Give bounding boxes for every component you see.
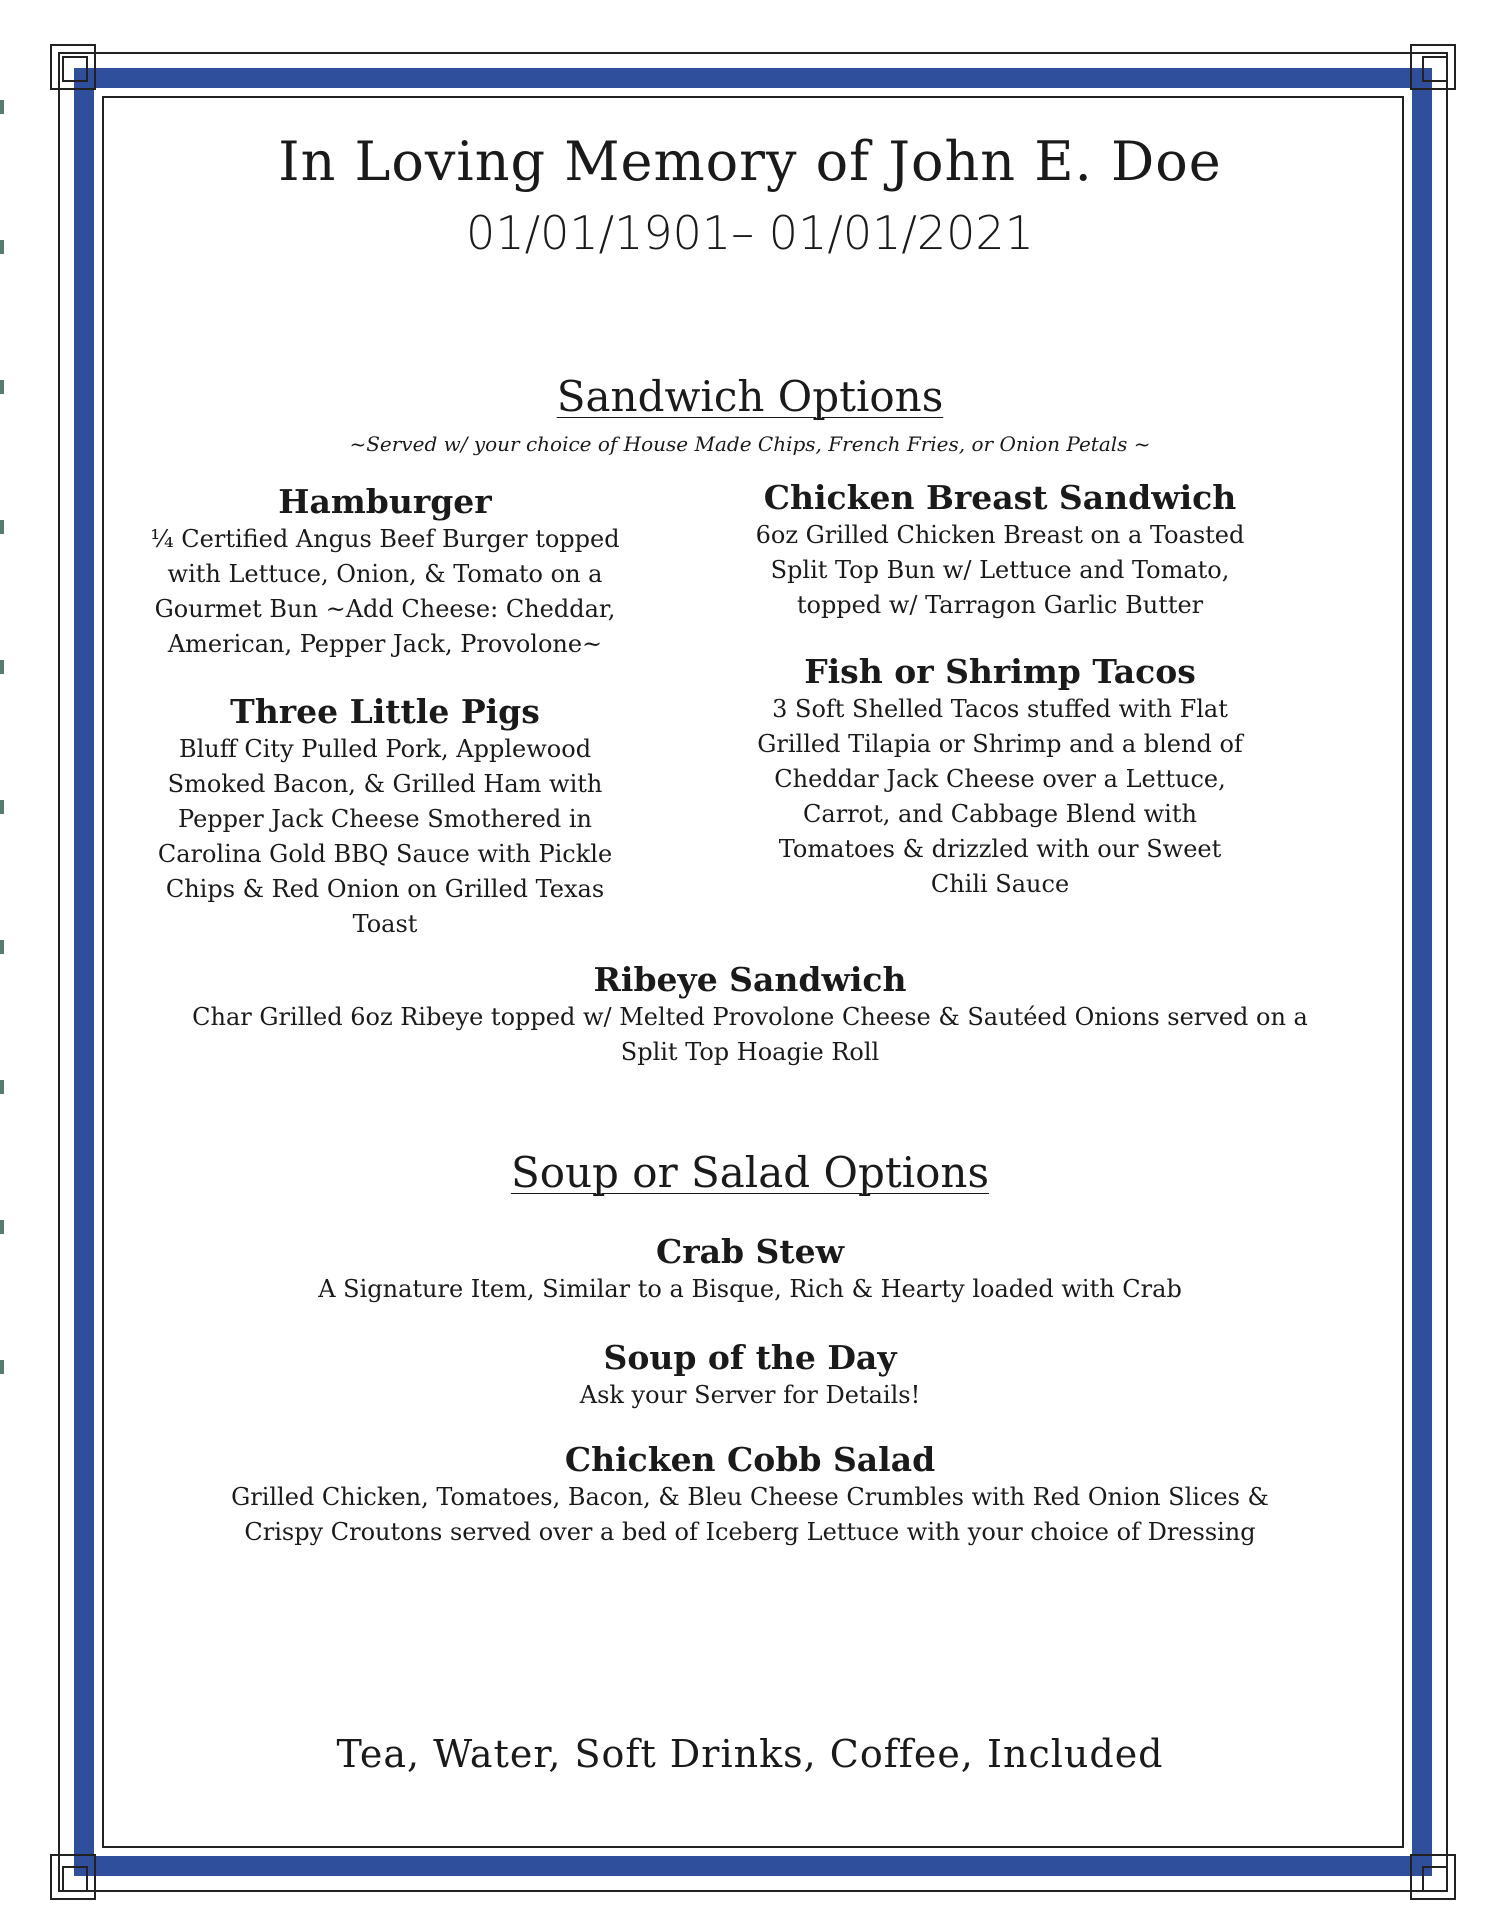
corner-ornament-top-right <box>1410 44 1456 90</box>
menu-item-description: Char Grilled 6oz Ribeye topped w/ Melted Provolone Cheese & Sautéed Onions served on a Split Top Hoagie Roll <box>192 1003 1308 1066</box>
memorial-title: In Loving Memory of John E. Doe <box>278 130 1222 193</box>
scan-edge-marks <box>0 100 4 1400</box>
menu-item-description: 6oz Grilled Chicken Breast on a Toasted Split Top Bun w/ Lettuce and Tomato, topped w/ Tarragon Garlic Butter <box>755 521 1245 619</box>
menu-item-name: Chicken Breast Sandwich <box>763 478 1237 517</box>
menu-item-description: Bluff City Pulled Pork, Applewood Smoked Bacon, & Grilled Ham with Pepper Jack Cheese Smothered in Carolina Gold BBQ Sauce with Pickle Chips & Red Onion on Grilled Texas Toast <box>157 735 613 938</box>
sandwich-section-subtitle: ~Served w/ your choice of House Made Chips, French Fries, or Onion Petals ~ <box>349 432 1151 456</box>
menu-item-description: A Signature Item, Similar to a Bisque, Rich & Hearty loaded with Crab <box>318 1275 1182 1303</box>
memorial-dates: 01/01/1901– 01/01/2021 <box>466 206 1034 260</box>
menu-item-chicken-cobb-salad <box>150 1440 1350 1550</box>
menu-item-name: Chicken Cobb Salad <box>564 1440 936 1479</box>
menu-item-description: ¼ Certified Angus Beef Burger topped with Lettuce, Onion, & Tomato on a Gourmet Bun ~Add Cheese: Cheddar, American, Pepper Jack, Provolone~ <box>150 525 620 658</box>
menu-item-name: Soup of the Day <box>603 1338 897 1377</box>
menu-item-ribeye-sandwich <box>150 960 1350 1070</box>
menu-item-description: Ask your Server for Details! <box>579 1381 921 1409</box>
sandwich-section-title: Sandwich Options <box>556 372 944 421</box>
menu-item-description: Grilled Chicken, Tomatoes, Bacon, & Bleu Cheese Crumbles with Red Onion Slices & Crispy Croutons served over a bed of Iceberg Lettuce with your choice of Dressing <box>231 1483 1269 1546</box>
menu-item-name: Ribeye Sandwich <box>593 960 907 999</box>
menu-item-three-little-pigs <box>150 692 620 942</box>
menu-item-chicken-breast-sandwich <box>750 478 1250 623</box>
menu-item-name: Fish or Shrimp Tacos <box>804 652 1196 691</box>
menu-item-name: Hamburger <box>278 482 492 521</box>
corner-ornament-bottom-left <box>50 1854 96 1900</box>
menu-item-name: Three Little Pigs <box>230 692 540 731</box>
included-drinks: Tea, Water, Soft Drinks, Coffee, Included <box>336 1732 1164 1776</box>
corner-ornament-top-left <box>50 44 96 90</box>
menu-item-soup-of-the-day <box>150 1338 1350 1413</box>
menu-item-crab-stew <box>150 1232 1350 1307</box>
menu-item-name: Crab Stew <box>655 1232 845 1271</box>
corner-ornament-bottom-right <box>1410 1854 1456 1900</box>
menu-item-fish-or-shrimp-tacos <box>750 652 1250 902</box>
menu-item-hamburger <box>150 482 620 662</box>
menu-item-description: 3 Soft Shelled Tacos stuffed with Flat Grilled Tilapia or Shrimp and a blend of Cheddar Jack Cheese over a Lettuce, Carrot, and Cabbage Blend with Tomatoes & drizzled with our Sweet Chili Sauce <box>757 695 1243 898</box>
soup-section-title: Soup or Salad Options <box>510 1148 990 1197</box>
